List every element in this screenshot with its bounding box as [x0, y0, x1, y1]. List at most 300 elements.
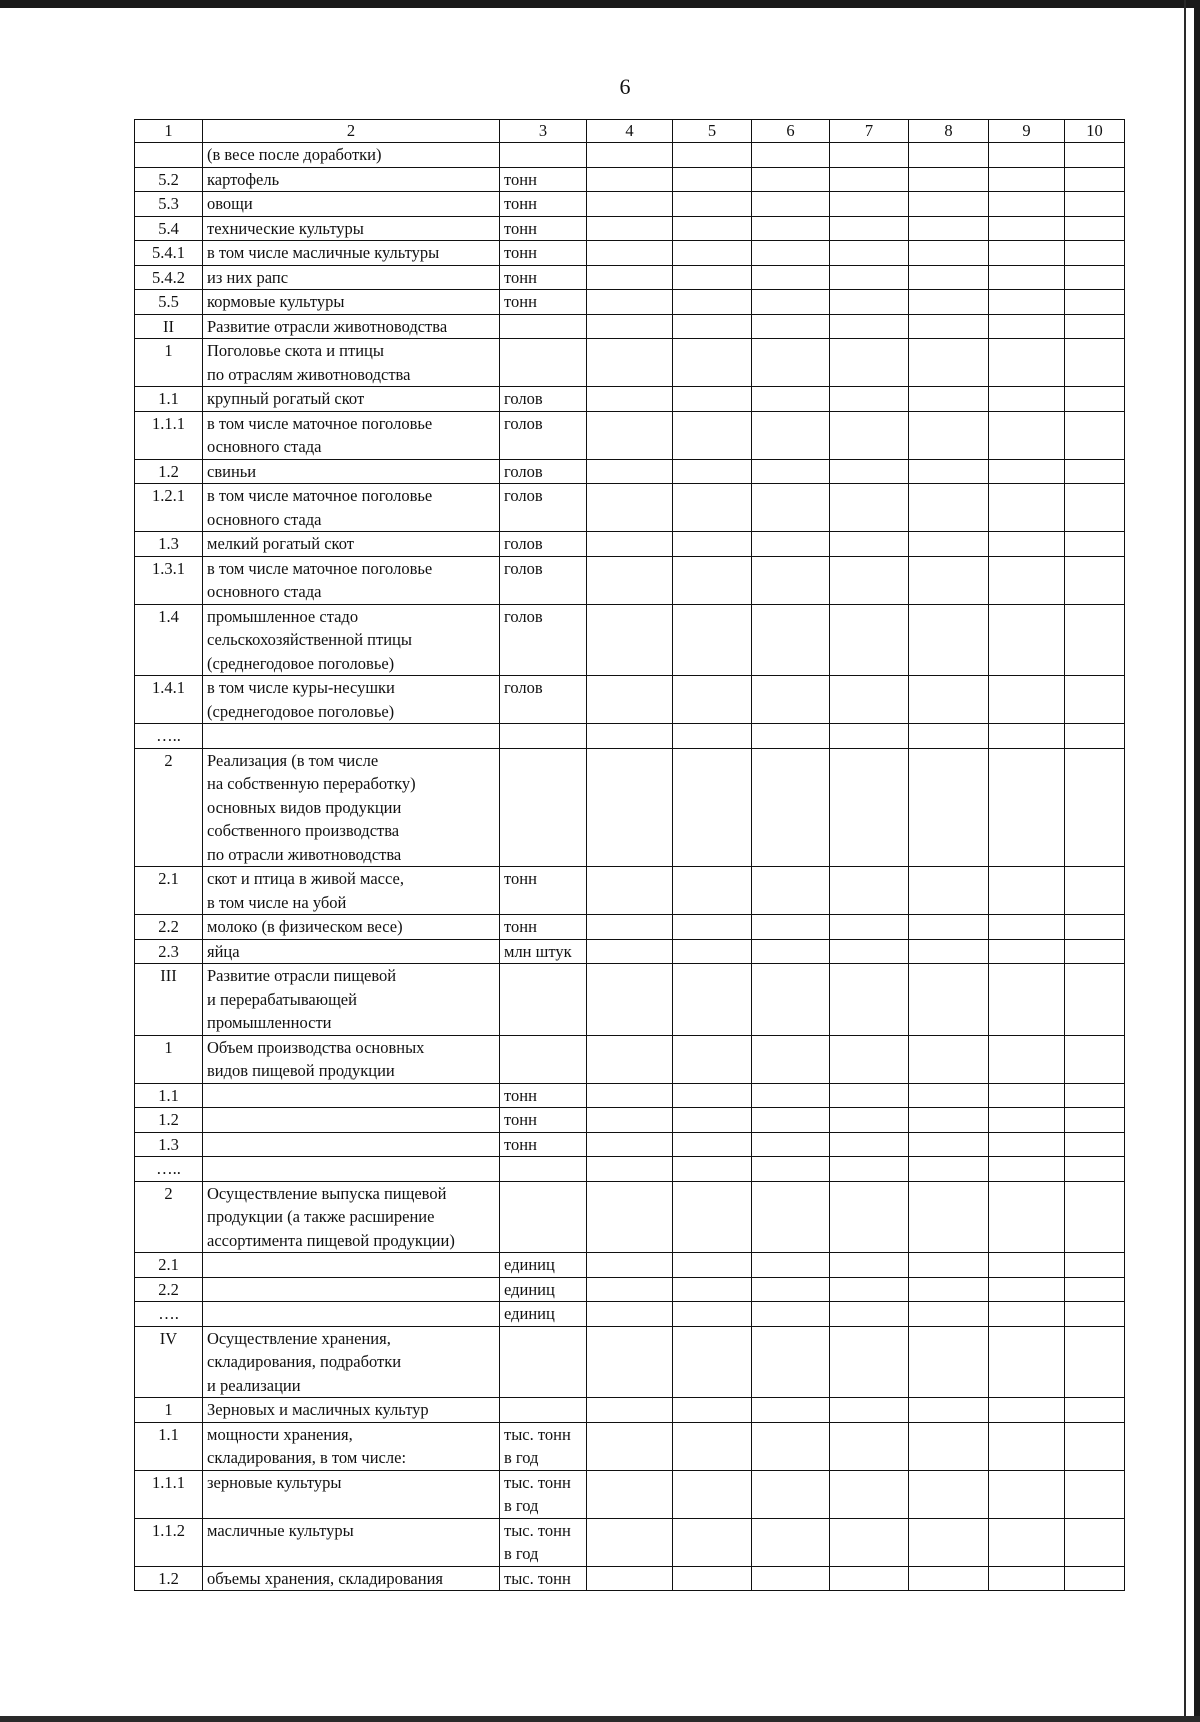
row-unit-cell: голов [500, 411, 587, 459]
empty-value-cell [989, 532, 1065, 557]
empty-value-cell [989, 1181, 1065, 1253]
empty-value-cell [1065, 1302, 1125, 1327]
row-unit-cell [500, 314, 587, 339]
empty-value-cell [673, 241, 752, 266]
table-row [135, 748, 1125, 867]
empty-value-cell [673, 532, 752, 557]
row-number-cell: III [135, 964, 203, 1036]
empty-value-cell [752, 556, 830, 604]
table-row [135, 1157, 1125, 1182]
empty-value-cell [673, 1157, 752, 1182]
empty-value-cell [830, 1302, 909, 1327]
row-unit-cell: тонн [500, 867, 587, 915]
empty-value-cell [1065, 1518, 1125, 1566]
empty-value-cell [989, 265, 1065, 290]
empty-value-cell [909, 143, 989, 168]
empty-value-cell [673, 387, 752, 412]
empty-value-cell [587, 939, 673, 964]
empty-value-cell [830, 1253, 909, 1278]
row-indicator-cell: масличные культуры [203, 1518, 500, 1566]
empty-value-cell [909, 1302, 989, 1327]
table-row [135, 1277, 1125, 1302]
empty-value-cell [1065, 387, 1125, 412]
empty-value-cell [752, 964, 830, 1036]
empty-value-cell [587, 1157, 673, 1182]
table-row [135, 1326, 1125, 1398]
empty-value-cell [587, 241, 673, 266]
row-indicator-cell: картофель [203, 167, 500, 192]
empty-value-cell [909, 411, 989, 459]
empty-value-cell [587, 1398, 673, 1423]
empty-value-cell [587, 915, 673, 940]
row-unit-cell: тонн [500, 1132, 587, 1157]
column-header: 1 [135, 120, 203, 143]
empty-value-cell [587, 964, 673, 1036]
empty-value-cell [673, 1422, 752, 1470]
empty-value-cell [989, 1302, 1065, 1327]
empty-value-cell [1065, 1277, 1125, 1302]
row-unit-cell [500, 143, 587, 168]
row-unit-cell [500, 1181, 587, 1253]
row-unit-cell: тыс. тонн в год [500, 1518, 587, 1566]
row-unit-cell: голов [500, 459, 587, 484]
row-number-cell: 5.5 [135, 290, 203, 315]
empty-value-cell [909, 459, 989, 484]
empty-value-cell [587, 265, 673, 290]
column-header: 10 [1065, 120, 1125, 143]
empty-value-cell [587, 1302, 673, 1327]
empty-value-cell [752, 1326, 830, 1398]
empty-value-cell [989, 1277, 1065, 1302]
empty-value-cell [587, 167, 673, 192]
row-unit-cell [500, 339, 587, 387]
row-indicator-cell: в том числе маточное поголовье основного стада [203, 411, 500, 459]
empty-value-cell [587, 411, 673, 459]
empty-value-cell [830, 167, 909, 192]
table-row [135, 339, 1125, 387]
empty-value-cell [909, 387, 989, 412]
table-row [135, 1181, 1125, 1253]
empty-value-cell [830, 411, 909, 459]
empty-value-cell [587, 1181, 673, 1253]
table-header-row [135, 120, 1125, 143]
empty-value-cell [1065, 1566, 1125, 1591]
empty-value-cell [1065, 216, 1125, 241]
row-unit-cell: тонн [500, 915, 587, 940]
empty-value-cell [673, 459, 752, 484]
empty-value-cell [752, 143, 830, 168]
empty-value-cell [909, 867, 989, 915]
table-row [135, 532, 1125, 557]
empty-value-cell [587, 143, 673, 168]
empty-value-cell [989, 192, 1065, 217]
row-indicator-cell [203, 1108, 500, 1133]
table-row [135, 915, 1125, 940]
row-number-cell: 2 [135, 1181, 203, 1253]
empty-value-cell [1065, 867, 1125, 915]
row-indicator-cell: яйца [203, 939, 500, 964]
empty-value-cell [909, 265, 989, 290]
empty-value-cell [989, 676, 1065, 724]
row-unit-cell: голов [500, 676, 587, 724]
empty-value-cell [673, 748, 752, 867]
empty-value-cell [587, 339, 673, 387]
row-indicator-cell: мощности хранения, складирования, в том числе: [203, 1422, 500, 1470]
empty-value-cell [1065, 167, 1125, 192]
empty-value-cell [673, 556, 752, 604]
empty-value-cell [1065, 532, 1125, 557]
empty-value-cell [1065, 1083, 1125, 1108]
empty-value-cell [830, 964, 909, 1036]
empty-value-cell [909, 1277, 989, 1302]
empty-value-cell [673, 1108, 752, 1133]
column-header: 2 [203, 120, 500, 143]
empty-value-cell [752, 1253, 830, 1278]
row-number-cell: 1.1 [135, 387, 203, 412]
row-number-cell: 5.4 [135, 216, 203, 241]
empty-value-cell [587, 314, 673, 339]
empty-value-cell [1065, 964, 1125, 1036]
row-unit-cell: голов [500, 556, 587, 604]
empty-value-cell [1065, 1108, 1125, 1133]
empty-value-cell [752, 867, 830, 915]
empty-value-cell [587, 676, 673, 724]
empty-value-cell [909, 748, 989, 867]
row-unit-cell: голов [500, 484, 587, 532]
empty-value-cell [909, 1083, 989, 1108]
empty-value-cell [989, 1035, 1065, 1083]
empty-value-cell [830, 724, 909, 749]
empty-value-cell [1065, 339, 1125, 387]
empty-value-cell [1065, 1157, 1125, 1182]
table-row [135, 1422, 1125, 1470]
empty-value-cell [830, 1132, 909, 1157]
empty-value-cell [673, 1181, 752, 1253]
row-unit-cell: голов [500, 387, 587, 412]
empty-value-cell [673, 216, 752, 241]
row-number-cell: IV [135, 1326, 203, 1398]
row-indicator-cell: Развитие отрасли животноводства [203, 314, 500, 339]
row-number-cell: …. [135, 1302, 203, 1327]
table-row [135, 1083, 1125, 1108]
empty-value-cell [830, 1157, 909, 1182]
empty-value-cell [909, 314, 989, 339]
empty-value-cell [752, 1083, 830, 1108]
empty-value-cell [830, 1326, 909, 1398]
empty-value-cell [909, 1326, 989, 1398]
row-number-cell: 1.3 [135, 1132, 203, 1157]
row-indicator-cell: в том числе масличные культуры [203, 241, 500, 266]
empty-value-cell [752, 192, 830, 217]
row-number-cell: 1 [135, 339, 203, 387]
table-row [135, 724, 1125, 749]
empty-value-cell [752, 1157, 830, 1182]
empty-value-cell [673, 1277, 752, 1302]
row-number-cell: 2 [135, 748, 203, 867]
empty-value-cell [752, 1518, 830, 1566]
empty-value-cell [673, 915, 752, 940]
empty-value-cell [989, 1132, 1065, 1157]
empty-value-cell [587, 1253, 673, 1278]
row-number-cell: 2.2 [135, 915, 203, 940]
empty-value-cell [673, 1326, 752, 1398]
empty-value-cell [752, 1470, 830, 1518]
empty-value-cell [587, 867, 673, 915]
empty-value-cell [587, 459, 673, 484]
row-indicator-cell [203, 724, 500, 749]
empty-value-cell [989, 1566, 1065, 1591]
empty-value-cell [830, 1422, 909, 1470]
table-row [135, 192, 1125, 217]
empty-value-cell [752, 676, 830, 724]
empty-value-cell [752, 314, 830, 339]
empty-value-cell [909, 241, 989, 266]
row-indicator-cell: мелкий рогатый скот [203, 532, 500, 557]
row-unit-cell: единиц [500, 1302, 587, 1327]
empty-value-cell [1065, 290, 1125, 315]
row-indicator-cell [203, 1302, 500, 1327]
table-row [135, 314, 1125, 339]
empty-value-cell [673, 290, 752, 315]
table-row [135, 459, 1125, 484]
empty-value-cell [830, 1083, 909, 1108]
empty-value-cell [1065, 748, 1125, 867]
table-row [135, 290, 1125, 315]
row-indicator-cell: Развитие отрасли пищевой и перерабатывающей промышленности [203, 964, 500, 1036]
row-indicator-cell: (в весе после доработки) [203, 143, 500, 168]
empty-value-cell [673, 1470, 752, 1518]
row-indicator-cell [203, 1157, 500, 1182]
empty-value-cell [673, 1083, 752, 1108]
table-row [135, 939, 1125, 964]
row-number-cell: ….. [135, 724, 203, 749]
empty-value-cell [1065, 1181, 1125, 1253]
empty-value-cell [587, 192, 673, 217]
row-indicator-cell: Объем производства основных видов пищевой продукции [203, 1035, 500, 1083]
empty-value-cell [1065, 411, 1125, 459]
table-row [135, 1132, 1125, 1157]
empty-value-cell [752, 216, 830, 241]
empty-value-cell [989, 167, 1065, 192]
row-unit-cell: тыс. тонн [500, 1566, 587, 1591]
empty-value-cell [587, 1518, 673, 1566]
empty-value-cell [909, 339, 989, 387]
row-number-cell: 5.2 [135, 167, 203, 192]
row-unit-cell: тонн [500, 167, 587, 192]
empty-value-cell [909, 484, 989, 532]
empty-value-cell [752, 1108, 830, 1133]
row-unit-cell: тонн [500, 265, 587, 290]
empty-value-cell [989, 1470, 1065, 1518]
row-unit-cell: тыс. тонн в год [500, 1422, 587, 1470]
empty-value-cell [830, 192, 909, 217]
empty-value-cell [830, 459, 909, 484]
empty-value-cell [989, 290, 1065, 315]
empty-value-cell [1065, 1035, 1125, 1083]
empty-value-cell [673, 1253, 752, 1278]
empty-value-cell [587, 216, 673, 241]
row-number-cell: 1.2 [135, 1566, 203, 1591]
empty-value-cell [909, 939, 989, 964]
empty-value-cell [673, 339, 752, 387]
empty-value-cell [830, 143, 909, 168]
empty-value-cell [673, 167, 752, 192]
empty-value-cell [989, 339, 1065, 387]
empty-value-cell [989, 1157, 1065, 1182]
empty-value-cell [909, 532, 989, 557]
empty-value-cell [752, 532, 830, 557]
empty-value-cell [1065, 314, 1125, 339]
row-unit-cell: тонн [500, 192, 587, 217]
row-indicator-cell: Поголовье скота и птицы по отраслям животноводства [203, 339, 500, 387]
empty-value-cell [909, 167, 989, 192]
empty-value-cell [830, 1277, 909, 1302]
row-number-cell: 1.3 [135, 532, 203, 557]
empty-value-cell [673, 1132, 752, 1157]
table-row [135, 411, 1125, 459]
empty-value-cell [989, 387, 1065, 412]
empty-value-cell [989, 1422, 1065, 1470]
empty-value-cell [587, 1422, 673, 1470]
empty-value-cell [1065, 1132, 1125, 1157]
table-row [135, 867, 1125, 915]
table-row [135, 556, 1125, 604]
empty-value-cell [752, 1132, 830, 1157]
empty-value-cell [830, 556, 909, 604]
empty-value-cell [1065, 724, 1125, 749]
empty-value-cell [587, 387, 673, 412]
empty-value-cell [673, 1518, 752, 1566]
row-number-cell: 1.1.1 [135, 1470, 203, 1518]
empty-value-cell [1065, 265, 1125, 290]
empty-value-cell [673, 604, 752, 676]
empty-value-cell [909, 964, 989, 1036]
row-indicator-cell [203, 1132, 500, 1157]
empty-value-cell [673, 676, 752, 724]
row-unit-cell: тонн [500, 216, 587, 241]
empty-value-cell [989, 964, 1065, 1036]
row-number-cell: 1.2 [135, 1108, 203, 1133]
indicators-table [134, 119, 1125, 1591]
empty-value-cell [909, 1157, 989, 1182]
empty-value-cell [830, 1108, 909, 1133]
table-row [135, 964, 1125, 1036]
empty-value-cell [752, 604, 830, 676]
column-header: 7 [830, 120, 909, 143]
empty-value-cell [587, 1035, 673, 1083]
row-number-cell: 1.4.1 [135, 676, 203, 724]
empty-value-cell [752, 1035, 830, 1083]
empty-value-cell [1065, 556, 1125, 604]
empty-value-cell [673, 411, 752, 459]
empty-value-cell [909, 604, 989, 676]
row-indicator-cell: из них рапс [203, 265, 500, 290]
table-row [135, 143, 1125, 168]
row-indicator-cell: в том числе маточное поголовье основного стада [203, 556, 500, 604]
row-indicator-cell: в том числе куры-несушки (среднегодовое поголовье) [203, 676, 500, 724]
empty-value-cell [830, 676, 909, 724]
row-number-cell: 1.1.2 [135, 1518, 203, 1566]
scan-edge-line [1184, 0, 1186, 1722]
empty-value-cell [587, 1132, 673, 1157]
row-number-cell: 2.1 [135, 1253, 203, 1278]
empty-value-cell [830, 1035, 909, 1083]
row-number-cell: 5.3 [135, 192, 203, 217]
empty-value-cell [1065, 1422, 1125, 1470]
empty-value-cell [909, 1470, 989, 1518]
empty-value-cell [909, 1108, 989, 1133]
row-indicator-cell: свиньи [203, 459, 500, 484]
row-indicator-cell: Осуществление хранения, складирования, подработки и реализации [203, 1326, 500, 1398]
empty-value-cell [587, 1326, 673, 1398]
empty-value-cell [830, 1566, 909, 1591]
row-unit-cell [500, 1157, 587, 1182]
empty-value-cell [673, 1566, 752, 1591]
row-indicator-cell: в том числе маточное поголовье основного стада [203, 484, 500, 532]
empty-value-cell [830, 265, 909, 290]
row-unit-cell: тонн [500, 1083, 587, 1108]
empty-value-cell [1065, 143, 1125, 168]
empty-value-cell [752, 1277, 830, 1302]
empty-value-cell [830, 604, 909, 676]
empty-value-cell [1065, 241, 1125, 266]
table-row [135, 1253, 1125, 1278]
empty-value-cell [830, 290, 909, 315]
table-row [135, 387, 1125, 412]
empty-value-cell [752, 387, 830, 412]
row-indicator-cell: скот и птица в живой массе, в том числе на убой [203, 867, 500, 915]
empty-value-cell [989, 1253, 1065, 1278]
row-indicator-cell: технические культуры [203, 216, 500, 241]
empty-value-cell [1065, 484, 1125, 532]
row-indicator-cell: Осуществление выпуска пищевой продукции (а также расширение ассортимента пищевой продукции) [203, 1181, 500, 1253]
row-indicator-cell: зерновые культуры [203, 1470, 500, 1518]
empty-value-cell [989, 143, 1065, 168]
empty-value-cell [989, 1398, 1065, 1423]
empty-value-cell [587, 484, 673, 532]
empty-value-cell [830, 1398, 909, 1423]
table-body [135, 143, 1125, 1591]
row-number-cell: 2.1 [135, 867, 203, 915]
empty-value-cell [587, 748, 673, 867]
empty-value-cell [587, 1566, 673, 1591]
row-indicator-cell: объемы хранения, складирования [203, 1566, 500, 1591]
empty-value-cell [989, 939, 1065, 964]
empty-value-cell [752, 1398, 830, 1423]
empty-value-cell [673, 265, 752, 290]
empty-value-cell [830, 532, 909, 557]
empty-value-cell [989, 1083, 1065, 1108]
row-indicator-cell: кормовые культуры [203, 290, 500, 315]
scan-edge-top [0, 0, 1200, 8]
column-header: 5 [673, 120, 752, 143]
empty-value-cell [752, 484, 830, 532]
empty-value-cell [830, 241, 909, 266]
row-indicator-cell: овощи [203, 192, 500, 217]
scan-edge-bottom [0, 1716, 1200, 1722]
empty-value-cell [989, 411, 1065, 459]
row-number-cell: 1.3.1 [135, 556, 203, 604]
empty-value-cell [830, 216, 909, 241]
empty-value-cell [989, 724, 1065, 749]
row-unit-cell: млн штук [500, 939, 587, 964]
empty-value-cell [989, 556, 1065, 604]
empty-value-cell [909, 676, 989, 724]
empty-value-cell [909, 1132, 989, 1157]
empty-value-cell [909, 724, 989, 749]
empty-value-cell [673, 143, 752, 168]
row-number-cell: 1.1 [135, 1422, 203, 1470]
